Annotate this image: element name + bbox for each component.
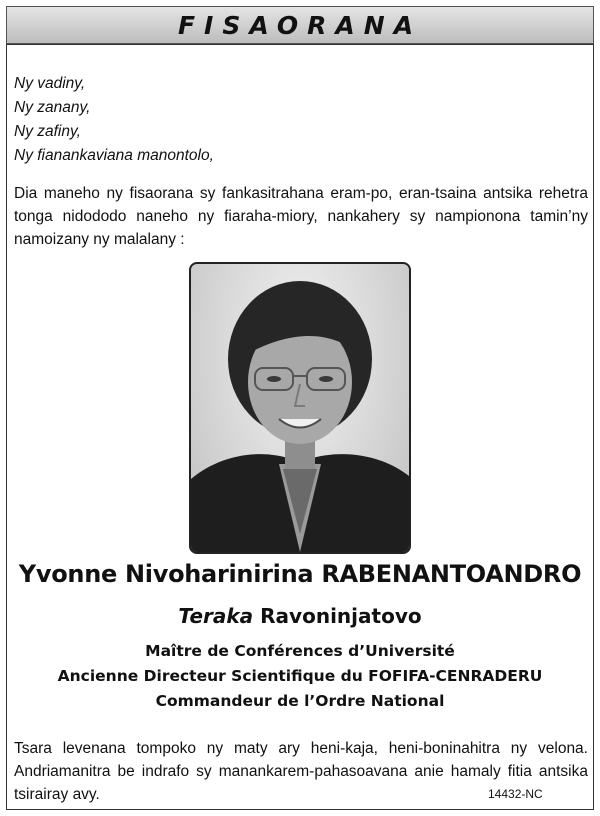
portrait-photo <box>189 262 411 554</box>
person-title: Commandeur de l’Ordre National <box>155 692 445 710</box>
person-title: Maître de Conférences d’Université <box>145 642 455 660</box>
teraka-label: Teraka <box>178 604 254 628</box>
maiden-name: Ravoninjatovo <box>260 604 422 628</box>
portrait-illustration <box>191 264 409 552</box>
greetings-list <box>14 72 214 168</box>
greeting-line: Ny zafiny, <box>14 123 81 140</box>
person-title: Ancienne Directeur Scientifique du FOFIFA-CENRADERU <box>57 667 543 685</box>
greeting-line: Ny zanany, <box>14 99 91 116</box>
greeting-line: Ny vadiny, <box>14 75 86 92</box>
closing-paragraph: Tsara levenana tompoko ny maty ary heni-kaja, heni-boninahitra ny velona. Andriamanitra be indrafo sy manankarem-pahasoavana anie hamaly fitia antsika tsirairay avy. <box>14 740 588 803</box>
greeting-line: Ny fianankaviana manontolo, <box>14 147 214 164</box>
header-banner <box>6 6 594 44</box>
maiden-name-line <box>0 604 600 628</box>
header-title: FISAORANA <box>177 10 423 40</box>
person-name: Yvonne Nivoharinirina RABENANTOANDRO <box>18 560 582 588</box>
intro-paragraph: Dia maneho ny fisaorana sy fankasitrahana eram-po, eran-tsaina antsika rehetra tonga nidododo naneho ny fiaraha-miory, nankahery sy nampionona tamin’ny namoizany ny malalany : <box>14 185 588 248</box>
reference-code: 14432-NC <box>488 787 543 801</box>
